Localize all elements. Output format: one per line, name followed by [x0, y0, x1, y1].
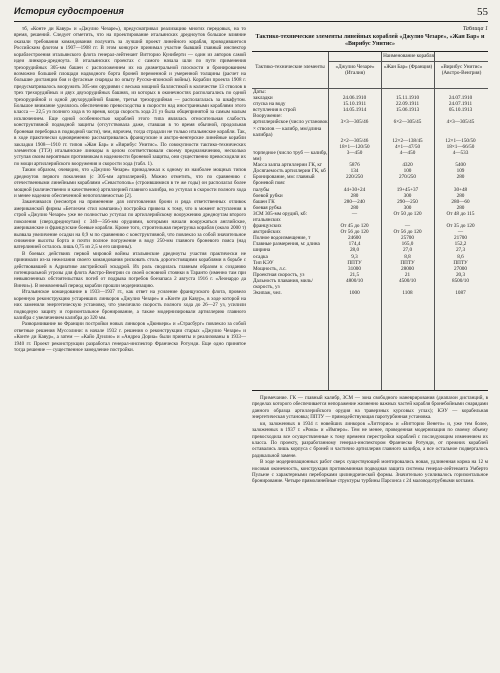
row-value: 165,0	[401, 241, 414, 248]
row-parameter: Главные размерения, м: длина	[253, 241, 320, 248]
row-value: 28000	[401, 265, 414, 272]
row-value: 1087	[455, 290, 466, 297]
paragraph: Таким образом, очевидно, что «Джулио Чезаре» принадлежал к одному из наиболее мощных типов дредноутов первого поколения (с 305-мм артиллерией). Можно отметить, что по сравнению с отечественными линейными кораблями «Севастополь» (строившимися в те же годы) он располагал более мощной (количественно и качественно) артиллерией главного калибра, но уступал в скорости полного хода и менее надежно обеспеченной непотопляемостью [2].	[14, 167, 246, 199]
column-header-ship: «Жан Бар» (Франция)	[383, 64, 433, 70]
row-value: 280	[456, 204, 465, 211]
page-number: 55	[477, 6, 488, 18]
row-parameter: ЗСМ 305-мм орудий, кб: итальянских	[253, 210, 307, 223]
row-value: 12×2—138/45	[392, 137, 423, 144]
table-row	[252, 278, 488, 290]
table-row	[252, 211, 488, 223]
row-value: 5876	[349, 162, 360, 169]
row-value: 4—450	[399, 149, 416, 156]
row-value: 21,5	[349, 271, 360, 278]
row-value: 28,0	[349, 247, 360, 254]
row-parameter: Мощность, л.с.	[253, 265, 287, 272]
paragraph: Заканчивался (несмотря на применение для изготовления брони и ряда ответственных отливок американской фирмы «Бетлехем стил компани») постройка привела к тому, что в момент вступления в строй «Джулио Чезаре» уже не полностью уступал по артиллерийскому вооружению дредноутам второго поколения (сверхдредноутам) с 340—356-мм орудиями, которыми начали вооружаться английские, американские и французские боевые корабли. Кроме того, строительная перегрузка корабля (около 2000 т) вызвала увеличение осадки на 0,9 м по сравнению с конструктивной, что повлекло за собой значительное снижение высоты борта и почти полное погружение в воду 250-мм главного броневого пояса (над ватерлинией осталось лишь 0,75 из 2,5 м его ширины).	[14, 199, 246, 251]
row-value: ППТУ	[347, 259, 362, 266]
row-value: От 35 до 120	[446, 223, 475, 230]
row-parameter: Полное водоизмещение, т	[253, 235, 311, 242]
paragraph: В ходе модернизационных работ сверх существующей монтировались новая, удлиненная корма на 12 м носовая оконечность, конструкция противоминная подводная защита системы генерал-лейтенанта Умберто Пульезе с характерными переборками цилиндрической формы. Значительно усиливалось горизонтальное бронирование. Четыре прямолинейные структуры турбины Парсонса с 24 маловодотрубными котлами.	[252, 459, 488, 485]
row-parameter: палубы	[253, 186, 270, 193]
row-parameter: артиллерийское (число установок × стволов — калибр, мм/длина калибра)	[253, 119, 328, 138]
row-value: 22.09.1911	[395, 101, 420, 108]
row-parameter: спуска на воду	[253, 101, 286, 108]
row-value: 290—250	[397, 198, 418, 205]
table-body	[252, 89, 488, 296]
table-row	[252, 119, 488, 137]
row-value: 4×1—47/50	[394, 143, 421, 150]
row-value: 4500/10	[398, 277, 416, 284]
row-value: 1108	[402, 290, 413, 297]
section-title: История судостроения	[14, 6, 124, 16]
paragraph: Разворачивание во Франции постройки новых линкоров «Дюнкерк» и «Страсбург» повлекло за собой ответные решения Муссолини: в начале 1932 г. решения о реконструкции старых «Джулио Чезаре» и «Конте ди Кавур», а затем — «Кайо Дуилио» и «Андреа Дориа» были приняты и реализованы в 1933—1940 гг. Проект реконструкции разработал генерал-инспектор Франческо Ротунди. Еще одно принятое тогда решение — существенное замедление постройки.	[14, 321, 246, 354]
table-divider	[329, 61, 488, 62]
row-value: 8,6	[457, 253, 464, 260]
row-value: 20,3	[455, 271, 466, 278]
row-value: 280	[456, 174, 465, 181]
row-value: 27,3	[455, 247, 466, 254]
row-value: 15.11.1910	[395, 95, 420, 102]
column-header-ship: «Джулио Чезаре» (Италия)	[335, 64, 375, 77]
row-value: 4—533	[452, 149, 469, 156]
row-value: 14.05.1914	[342, 107, 367, 114]
row-value: 6×2—305/45	[393, 119, 422, 126]
page-header	[14, 6, 488, 20]
row-value: 280	[350, 192, 359, 199]
row-parameter: Экипаж, чел.	[253, 290, 282, 297]
row-value: 300	[403, 204, 412, 211]
row-value: От 45 до 120	[340, 223, 369, 230]
row-value: 134	[350, 168, 359, 175]
row-value: —	[404, 223, 411, 230]
row-parameter: Вооружение:	[253, 113, 282, 120]
column-header-ship: «Вирибус Унитис» (Австро-Венгрия)	[440, 64, 483, 77]
row-value: 8,8	[404, 253, 411, 260]
row-value: От 48 до 115	[446, 210, 475, 217]
row-value: —	[351, 210, 358, 217]
row-parameter: торпедное (число труб — калибр, мм)	[253, 149, 328, 163]
paragraph: В боевых действиях первой мировой войны итальянские дредноуты участия практически не принимали из-за нежелания своего командования рисковать столь дорогостоящими кораблями в борьбе с действовавшей в Адриатике австрийской эскадрой. Их роль сводилась главным образом к созданию потенциальной угрозы для флота Австро-Венгрии со своей основной стоянки в Таранто (именно там при невыясненных обстоятельствах погиб от подрыва погребов боезапаса 2 августа 1916 г. «Леонардо да Винчи»). В межвоенный период корабли прошли модернизацию.	[14, 250, 246, 289]
row-parameter: закладки	[253, 95, 273, 102]
row-value: 3×3—305/46	[340, 119, 369, 126]
paragraph: ки, заложенных в 1934 г. новейших линкоров «Литторио» и «Витторио Венето» и, уже тем более, заложенных в 1937 г. «Рома» и «Имперо». Тем не менее, проведенная модернизация по своему объему превосходила все осуществленные к тому времени перестройки кораблей с последующим изменением их класса. По проекту, разработанному генерал-инспектором Франческо Ротунди, от прежних кораблей оставались лишь корпуса с броней и частично артиллерия главного калибра, а все остальное подвергалось радикальной замене.	[252, 420, 488, 459]
row-value: 9,3	[351, 253, 358, 260]
row-value: 8500/10	[451, 277, 469, 284]
row-parameter: австрийских	[253, 229, 281, 236]
row-parameter: Проектная скорость, уз	[253, 271, 305, 278]
row-parameter: ширина	[253, 247, 271, 254]
row-value: 27000	[454, 265, 467, 272]
row-value: От 56 до 120	[393, 229, 422, 236]
row-value: 174,4	[348, 241, 361, 248]
header-rule	[14, 21, 488, 22]
table-title: Тактико-технические элементы линейных кораблей «Джулио Чезаре», «Жан Бар» и «Вирибус Унитис»	[255, 34, 485, 47]
row-value: 15.06.1913	[395, 107, 420, 114]
row-parameter: боевой рубки	[253, 192, 283, 199]
row-parameter: французских	[253, 223, 282, 230]
table-note: Примечание. ГК — главный калибр, ЗСМ — зона свободного маневрирования (диапазон дистанций, в пределах которого обеспечивается непоражение жизненно важных частей корабля бронебойными снарядами данного образца артиллерийского орудия на траверзных курсовых углах); КЭУ — корабельная энергетическая установка; ППТУ — прямодействующая паротурбинная установка.	[252, 395, 488, 421]
row-value: 5400	[455, 162, 466, 169]
paragraph: тб, «Конте ди Кавур» и «Джулио Чезаре»), предусматривал реализацию многих передовых, на то время, решений. Следует отметить, что на проектирование итальянских дредноутов большое влияние оказали требования командования получить за лучший проект линейного корабля, проводившегося Российским флотом в 1907—1908 гг. В этом конкурсе принимал участие бывший главный инспектор кораблестроения итальянского флота генерал-лейтенант Витторио Куниберти — один из авторов самой идеи линкора-дредноута. В итальянских проектах с самого начала шли по пути применения трехорудийных 305-мм башен с расположением их на диаметральной плоскости и бронированием возможно большей площади надводного борта броней переменной и умеренной толщины (расчет на большие дистанции боя и фугасные снаряды по опыту Русско-японской войны). Корабли проекта 1908 г. предусматривалось вооружить 305-мм орудиями с весьма мощной баллистикой в количестве 13 стволов в трех трехорудийных и двух двухорудийных башнях, из которых в оконечностях располагались по одной трехорудийной и одной двухорудийной башне, третья трехорудийная — располагалась за шкафутом. Большое внимание уделялось обеспечению превосходства в скорости над иностранными кораблями этого класса — 22,5 уз полного хода в то время, когда скорость хода 21 уз была общепринятой за самым малым исключением. Еще одной особенностью кораблей этого типа являлась относительная слабость конструктивной подводной защиты (отсутствовала даже, ставшая в то время обычной, продольная броневая переборка в подводной части), чем, впрочем, тогда страдали не только итальянские корабли. Так, в ходе практически одновременно рассматривались французские и австро-венгерские линейные корабли закладки 1908—1910 гг. типов «Жан Бар» и «Вирибус Унитис». По совокупности тактико-технических элементов (ТТЭ) итальянские линкоры в целом соответствовали своему предназначению, несколько уступая своим вероятным противникам в надежности броневой защиты, они существенно превосходили их по мощи артиллерийского вооружения и скорости хода (табл. 1).	[14, 26, 246, 167]
row-parameter: осадка	[253, 253, 268, 260]
specs-table	[252, 51, 488, 391]
row-value: 15.10.1911	[342, 101, 367, 108]
row-value: 280—240	[344, 198, 365, 205]
right-column	[252, 26, 488, 666]
row-value: 44+30+24	[343, 186, 366, 193]
row-value: 24.06.1910	[342, 95, 367, 102]
row-value: 27,0	[402, 247, 413, 254]
row-value: От 50 до 120	[393, 210, 422, 217]
row-value: ППТУ	[400, 259, 415, 266]
row-value: 31000	[348, 265, 361, 272]
row-value: 220/250	[345, 174, 363, 181]
column-header-param: Тактико-технические элементы	[255, 64, 325, 70]
row-value: 18×1—120/50	[339, 143, 370, 150]
row-value: 152,2	[454, 241, 467, 248]
paragraph: Итальянское командование в 1933—1937 гг., как ответ на усиление французского флота, провело коренную реконструкцию устаревших линкоров «Джулио Чезаре» и «Конте ди Кавур», в ходе которой на них заменили энергетическую установку, что увеличило скорость полного хода до 26—27 уз, усилили подводную защиту и горизонтальное бронирование, а также модернизировали артиллерию главного калибра с увеличением калибра до 320 мм.	[14, 289, 246, 321]
row-value: 280	[350, 204, 359, 211]
row-value: 24600	[348, 235, 361, 242]
row-value: 4800/10	[345, 277, 363, 284]
row-value: 4320	[402, 162, 413, 169]
row-value: 21700	[454, 235, 467, 242]
row-value: 1000	[349, 290, 360, 297]
row-parameter: Масса залпа артиллерии ГК, кг	[253, 162, 323, 169]
row-value: ППТУ	[453, 259, 468, 266]
row-value: 18×1—66/50	[446, 143, 475, 150]
row-value: От 56 до 120	[340, 229, 369, 236]
row-value: 280	[456, 192, 465, 199]
row-value: 25700	[401, 235, 414, 242]
row-parameter: Тип КЭУ	[253, 259, 274, 266]
row-value: 24.07.1911	[448, 101, 473, 108]
row-value: 4×3—305/45	[446, 119, 475, 126]
row-value: —	[457, 229, 464, 236]
row-value: 300	[403, 192, 412, 199]
row-parameter: Бронирование, мм: главный броневой пояс	[253, 174, 315, 187]
row-value: 21	[404, 271, 411, 278]
row-parameter: Даты:	[253, 89, 266, 95]
row-value: 3—450	[346, 149, 363, 156]
row-parameter: боевая рубка	[253, 204, 282, 211]
table-row	[252, 174, 488, 186]
notes-text	[252, 395, 488, 666]
row-value: 2×2—305/46	[340, 137, 369, 144]
row-value: 12×1—150/50	[445, 137, 476, 144]
row-parameter: Дальность плавания, миль/скорость, уз	[253, 277, 313, 290]
row-value: 109	[456, 168, 465, 175]
row-value: 280—60	[451, 198, 470, 205]
row-parameter: вступления в строй	[253, 107, 296, 114]
row-value: 270/250	[398, 174, 416, 181]
row-parameter: башен ГК	[253, 198, 275, 205]
row-value: 05.10.1913	[448, 107, 473, 114]
row-value: 24.07.1910	[448, 95, 473, 102]
left-text-column	[14, 26, 246, 666]
table-row	[252, 150, 488, 162]
table-label: Таблица 1	[462, 26, 488, 32]
row-parameter: Досягаемость артиллерии ГК, кб	[253, 168, 326, 175]
row-value: 30+48	[453, 186, 468, 193]
row-value: 19+45+37	[396, 186, 419, 193]
row-value: 100	[403, 168, 412, 175]
table-row	[252, 290, 488, 296]
column-header-ships: Наименование корабля	[383, 53, 434, 59]
